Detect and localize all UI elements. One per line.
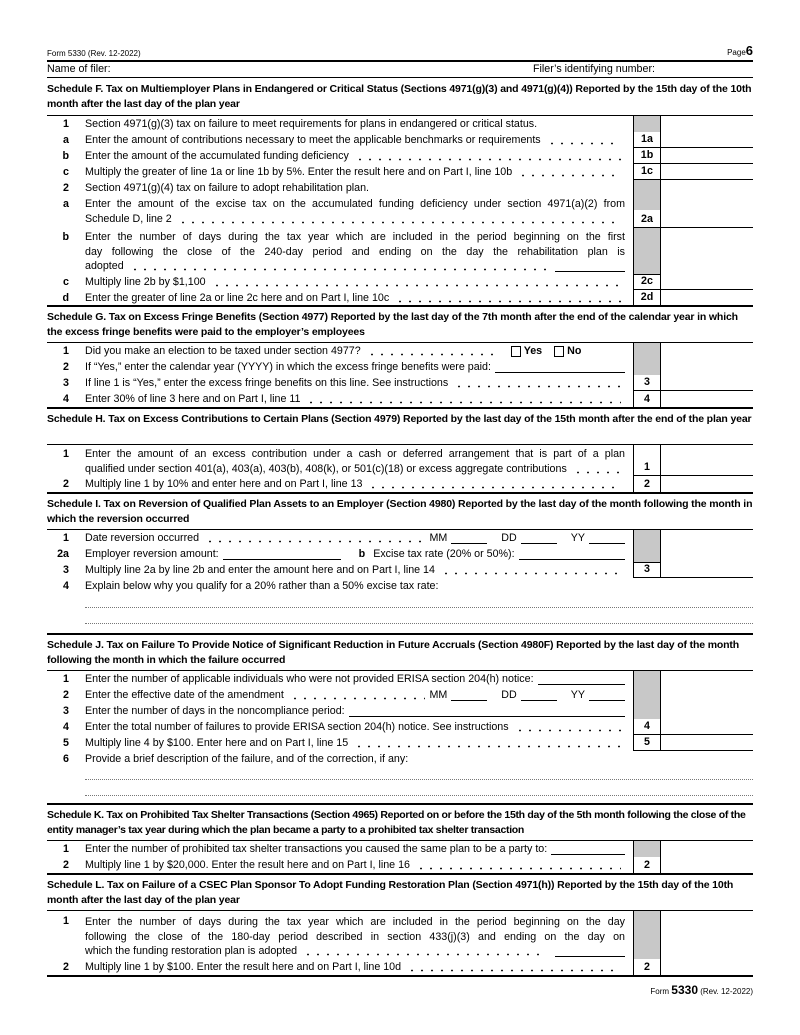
line-f1a: [47, 132, 753, 148]
year-input[interactable]: [589, 532, 625, 544]
year-input[interactable]: [589, 689, 625, 701]
line-g3: [47, 375, 753, 391]
line-box: 1: [633, 445, 661, 476]
line-label: Enter the number of days during the tax year which are included in the period beginning on the first: [85, 231, 625, 243]
shaded-box: [633, 530, 661, 546]
line-number: 2: [63, 961, 69, 973]
line-i3: [47, 562, 753, 578]
line-number: 4: [63, 721, 69, 733]
line-number: 1: [63, 673, 69, 685]
line-label: Enter the number of days in the noncompliance period:: [85, 705, 345, 717]
line-number: 1: [63, 118, 69, 130]
line-number: 1: [63, 843, 69, 855]
line-i1: [47, 530, 753, 546]
line-number: a: [63, 198, 69, 210]
line-j4-amount-input[interactable]: [661, 719, 753, 735]
line-text: [85, 841, 633, 857]
line-box: 4: [633, 391, 661, 407]
line-g4-amount-input[interactable]: [661, 391, 753, 407]
schedule-f: [47, 78, 753, 307]
line-label: Multiply line 2b by $1,100: [85, 276, 206, 288]
dot-leader: [367, 343, 497, 359]
explanation-line-1[interactable]: [85, 594, 753, 608]
line-j4: [47, 719, 753, 735]
line-i2a: [47, 546, 753, 562]
line-box: 2: [633, 857, 661, 873]
day-label: DD: [501, 689, 517, 701]
line-j5-amount-input[interactable]: [661, 735, 753, 751]
line-i3-amount-input[interactable]: [661, 562, 753, 578]
line-j3: [47, 703, 753, 719]
line-text: [85, 671, 633, 687]
line-f1b: [47, 148, 753, 164]
dot-leader: [130, 259, 547, 274]
shaded-box: [633, 703, 661, 719]
line-box: 1b: [633, 148, 661, 164]
answer-cell: [661, 359, 753, 375]
page-label: Page: [727, 48, 746, 57]
line-box: 1c: [633, 164, 661, 180]
line-g4: [47, 391, 753, 407]
year-label: YY: [570, 532, 585, 544]
line-text: [85, 290, 633, 305]
dot-leader: [515, 719, 621, 735]
dot-leader: [454, 375, 621, 391]
line-box: 5: [633, 735, 661, 751]
line-box: 3: [633, 375, 661, 391]
day-input[interactable]: [521, 532, 557, 544]
line-label: Enter the greater of line 2a or line 2c here and on Part I, line 10c: [85, 291, 390, 304]
line-text: [85, 164, 633, 180]
answer-cell: [661, 116, 753, 132]
line-h2-amount-input[interactable]: [661, 476, 753, 492]
line-number: 1: [63, 345, 69, 357]
shaded-box: [633, 671, 661, 687]
line-text: [85, 196, 633, 228]
line-text: [85, 274, 633, 290]
schedule-f-heading: Schedule F. Tax on Multiemployer Plans in Endangered or Critical Status (Sections 4971(g)(3) and 4971(g)(4)) Reported by the 15th day of the 10th month after the last day of the plan year: [47, 78, 753, 116]
line-label: Schedule D, line 2: [85, 212, 172, 225]
line-number: 3: [63, 377, 69, 389]
line-text: [85, 343, 633, 359]
calendar-year-input[interactable]: [495, 361, 625, 373]
schedule-i: [47, 494, 753, 635]
line-label: qualified under section 401(a), 403(a), 403(b), 408(k), or 501(c)(18) or excess aggregate contributions: [85, 462, 567, 475]
line-l1: [47, 911, 753, 959]
line-g1: [47, 343, 753, 359]
line-number: 1: [63, 448, 69, 460]
schedule-j: [47, 635, 753, 805]
line-text: [85, 132, 633, 148]
line-text: [85, 857, 633, 873]
line-label: Multiply line 1 by $20,000. Enter the result here and on Part I, line 16: [85, 859, 410, 871]
line-box: 2d: [633, 290, 661, 305]
days-input[interactable]: [555, 260, 625, 272]
dot-leader: [306, 391, 621, 407]
line-box: 3: [633, 562, 661, 578]
schedule-l: [47, 875, 753, 977]
footer-form-label: Form: [650, 987, 670, 996]
line-text: [85, 228, 633, 274]
excise-rate-input[interactable]: [519, 548, 625, 560]
line-number: c: [63, 276, 69, 288]
line-text: [85, 530, 633, 546]
line-label: Multiply the greater of line 1a or line 1b by 5%. Enter the result here and on Part I, line 10b: [85, 166, 513, 178]
dot-leader: [518, 164, 621, 180]
line-number: a: [63, 134, 69, 146]
answer-cell: [661, 911, 753, 959]
line-text: [85, 116, 633, 132]
schedule-k-heading: Schedule K. Tax on Prohibited Tax Shelter Transactions (Section 4965) Reported on or before the 15th day of the 5th month following the close of the entity manager’s tax year during which the plan became a party to a prohibited tax shelter transaction: [47, 805, 753, 841]
answer-cell: [661, 671, 753, 687]
shaded-box: [633, 841, 661, 857]
shaded-box: [633, 687, 661, 703]
schedule-k: [47, 805, 753, 875]
line-h1: [47, 445, 753, 476]
line-label: Multiply line 2a by line 2b and enter the amount here and on Part I, line 14: [85, 564, 435, 576]
no-checkbox[interactable]: [554, 346, 564, 357]
line-k2: [47, 857, 753, 873]
form-header: [47, 45, 753, 62]
line-label: Enter 30% of line 3 here and on Part I, line 11: [85, 393, 301, 405]
shaded-box: [633, 911, 661, 959]
line-text: [85, 959, 633, 975]
description-line-1[interactable]: [85, 767, 753, 780]
line-label: Enter the amount of the excise tax on the accumulated funding deficiency under section 4971(a)(2) from: [85, 198, 625, 210]
line-2c-amount-input[interactable]: [661, 274, 753, 290]
dot-leader: [355, 148, 621, 164]
line-j1: [47, 671, 753, 687]
line-label: If “Yes,” enter the calendar year (YYYY) in which the excess fringe benefits were paid:: [85, 361, 491, 373]
year-label: YY: [570, 689, 585, 701]
line-label: adopted: [85, 260, 124, 272]
page-number-value: 6: [745, 43, 753, 58]
line-label: following the close of the 180-day period described in section 433(j)(3) and ending on the day on: [85, 930, 625, 943]
individuals-input[interactable]: [538, 673, 625, 685]
line-box: 1a: [633, 132, 661, 148]
schedule-i-heading: Schedule I. Tax on Reversion of Qualified Plan Assets to an Employer (Section 4980) Reported by the last day of the month following the month in which the reversion occurred: [47, 494, 753, 530]
shaded-box: [633, 343, 661, 359]
dot-leader: [212, 274, 621, 290]
dot-leader: [368, 476, 621, 492]
line-text: [85, 562, 633, 578]
line-f2d: [47, 290, 753, 305]
line-label: Multiply line 1 by 10% and enter here and on Part I, line 13: [85, 478, 363, 490]
month-label: MM: [429, 532, 448, 544]
line-label: Provide a brief description of the failure, and of the correction, if any:: [85, 753, 409, 765]
line-h2: [47, 476, 753, 492]
days-input[interactable]: [555, 945, 625, 957]
line-number: 2: [63, 478, 69, 490]
line-label: Enter the total number of failures to provide ERISA section 204(h) notice. See instructions: [85, 721, 509, 733]
line-j5: [47, 735, 753, 751]
shaded-box: [633, 546, 661, 562]
line-l2: [47, 959, 753, 975]
filer-id-field[interactable]: Filer’s identifying number:: [533, 63, 655, 75]
line-f2a: [47, 196, 753, 228]
line-text: [85, 445, 633, 476]
month-input[interactable]: [451, 532, 487, 544]
filer-row: [47, 62, 753, 78]
shaded-box: [633, 116, 661, 132]
line-number: 4: [63, 393, 69, 405]
line-number: b: [358, 548, 366, 560]
line-number: 2: [63, 361, 69, 373]
line-label: Enter the number of prohibited tax shelter transactions you caused the same plan to be a party to:: [85, 843, 548, 855]
line-text: [85, 359, 633, 375]
line-f2c: [47, 274, 753, 290]
transactions-count-input[interactable]: [551, 843, 625, 855]
dot-leader: [303, 944, 547, 959]
line-h1-amount-input[interactable]: [661, 445, 753, 476]
month-input[interactable]: [451, 689, 487, 701]
line-text: [85, 687, 633, 703]
line-text: [85, 180, 633, 196]
day-label: DD: [501, 532, 517, 544]
answer-cell: [661, 546, 753, 562]
month-label: MM: [429, 689, 448, 701]
line-label: Enter the effective date of the amendment: [85, 689, 284, 701]
dot-leader: [205, 530, 425, 546]
line-text: [85, 735, 633, 751]
shaded-box: [633, 359, 661, 375]
footer-revision: (Rev. 12-2022): [700, 987, 753, 996]
line-label: Enter the amount of the accumulated funding deficiency: [85, 150, 349, 162]
line-1a-amount-input[interactable]: [661, 132, 753, 148]
form-label: Form 5330 (Rev. 12-2022): [47, 49, 141, 58]
line-number: 2: [63, 182, 69, 194]
line-text: [85, 578, 633, 594]
dot-leader: [416, 857, 621, 873]
line-box: 4: [633, 719, 661, 735]
shaded-box: [633, 228, 661, 274]
line-label: Section 4971(g)(3) tax on failure to meet requirements for plans in endangered or critical status.: [85, 118, 538, 130]
line-label: Employer reversion amount:: [85, 548, 219, 560]
line-label: day following the close of the 240-day period and ending on the day the rehabilitation plan is: [85, 245, 625, 258]
schedule-g: [47, 307, 753, 409]
answer-cell: [661, 228, 753, 274]
answer-cell: [661, 530, 753, 546]
line-1c-amount-input[interactable]: [661, 164, 753, 180]
dot-leader: [573, 462, 621, 477]
dot-leader: [407, 959, 621, 975]
line-box: 2: [633, 476, 661, 492]
schedule-j-heading: Schedule J. Tax on Failure To Provide Notice of Significant Reduction in Future Accruals (Section 4980F) Reported by the last day of the month following the month in which the failure occurred: [47, 635, 753, 671]
dot-leader: [547, 132, 621, 148]
line-label: Date reversion occurred: [85, 532, 200, 544]
line-f1: [47, 116, 753, 132]
yes-checkbox[interactable]: [511, 346, 521, 357]
description-line-2[interactable]: [85, 780, 753, 796]
no-label: No: [567, 345, 582, 357]
line-number: 4: [63, 580, 69, 592]
line-text: [85, 375, 633, 391]
line-f2b: [47, 228, 753, 274]
line-label: Enter the amount of an excess contribution under a cash or deferred arrangement that is part of a plan: [85, 448, 625, 460]
line-box: 2a: [633, 196, 661, 228]
answer-cell: [661, 687, 753, 703]
line-number: b: [62, 150, 69, 162]
line-label: If line 1 is “Yes,” enter the excess fringe benefits on this line. See instructions: [85, 377, 449, 389]
noncompliance-days-input[interactable]: [349, 705, 625, 717]
schedule-h-heading: Schedule H. Tax on Excess Contributions to Certain Plans (Section 4979) Reported by the last day of the 15th month after the end of the plan year: [47, 409, 753, 445]
line-number: 2a: [57, 548, 69, 560]
answer-cell: [661, 703, 753, 719]
line-label: Enter the number of applicable individuals who were not provided ERISA section 204(h) notice:: [85, 673, 534, 685]
line-text: [85, 148, 633, 164]
line-label: Multiply line 4 by $100. Enter here and on Part I, line 15: [85, 737, 349, 749]
dot-leader: [290, 687, 426, 703]
schedule-l-heading: Schedule L. Tax on Failure of a CSEC Plan Sponsor To Adopt Funding Restoration Plan (Section 4971(h)) Reported by the 15th day of the 10th month after the last day of the plan year: [47, 875, 753, 911]
page-number: [727, 43, 753, 58]
answer-cell: [661, 343, 753, 359]
line-text: [85, 703, 633, 719]
line-j2: [47, 687, 753, 703]
line-g2: [47, 359, 753, 375]
line-box: 2: [633, 959, 661, 975]
name-of-filer-field[interactable]: Name of filer:: [47, 63, 111, 75]
dot-leader: [354, 735, 621, 751]
line-label: Explain below why you qualify for a 20% rather than a 50% excise tax rate:: [85, 580, 439, 592]
line-text: [85, 476, 633, 492]
day-input[interactable]: [521, 689, 557, 701]
line-2d-amount-input[interactable]: [661, 290, 753, 305]
line-number: 1: [63, 532, 69, 544]
line-number: 3: [63, 564, 69, 576]
line-box: 2c: [633, 274, 661, 290]
line-i4: [47, 578, 753, 594]
dot-leader: [441, 562, 621, 578]
line-text: [85, 751, 633, 767]
line-number: b: [62, 231, 69, 243]
line-l2-amount-input[interactable]: [661, 959, 753, 975]
form-page: [47, 45, 753, 977]
line-number: 2: [63, 689, 69, 701]
line-label: Enter the number of days during the tax year which are included in the period beginning on the day: [85, 916, 625, 928]
line-number: 1: [63, 915, 69, 927]
line-number: 3: [63, 705, 69, 717]
line-number: c: [63, 166, 69, 178]
line-text: [85, 719, 633, 735]
schedule-h: [47, 409, 753, 494]
line-number: 2: [63, 859, 69, 871]
answer-cell: [661, 841, 753, 857]
line-j6: [47, 751, 753, 767]
line-label: Did you make an election to be taxed under section 4977?: [85, 345, 361, 357]
line-label: Section 4971(g)(4) tax on failure to adopt rehabilitation plan.: [85, 182, 369, 194]
line-text: [85, 391, 633, 407]
line-number: d: [62, 292, 69, 304]
dot-leader: [178, 212, 621, 227]
line-2a-amount-input[interactable]: [661, 196, 753, 228]
line-label: Multiply line 1 by $100. Enter the result here and on Part I, line 10d: [85, 961, 402, 973]
dot-leader: [395, 290, 621, 305]
line-f1c: [47, 164, 753, 180]
line-1b-amount-input[interactable]: [661, 148, 753, 164]
line-text: [85, 546, 633, 562]
answer-cell: [661, 180, 753, 196]
line-label: which the funding restoration plan is adopted: [85, 945, 298, 957]
line-text: [85, 911, 633, 959]
line-label: Enter the amount of contributions necessary to meet the applicable benchmarks or requirements: [85, 134, 541, 146]
shaded-box: [633, 180, 661, 196]
yes-label: Yes: [523, 345, 543, 357]
line-k1: [47, 841, 753, 857]
explanation-line-2[interactable]: [85, 608, 753, 624]
line-f2: [47, 180, 753, 196]
schedule-g-heading: Schedule G. Tax on Excess Fringe Benefits (Section 4977) Reported by the last day of the 7th month after the end of the calendar year in which the excess fringe benefits were paid to the employer’s employees: [47, 307, 753, 343]
line-number: 6: [63, 753, 69, 765]
line-number: 5: [63, 737, 69, 749]
line-label: Excise tax rate (20% or 50%):: [373, 548, 515, 560]
line-k2-amount-input[interactable]: [661, 857, 753, 873]
form-footer: [650, 983, 753, 997]
reversion-amount-input[interactable]: [223, 548, 341, 560]
footer-form-number: 5330: [671, 983, 698, 997]
line-g3-amount-input[interactable]: [661, 375, 753, 391]
